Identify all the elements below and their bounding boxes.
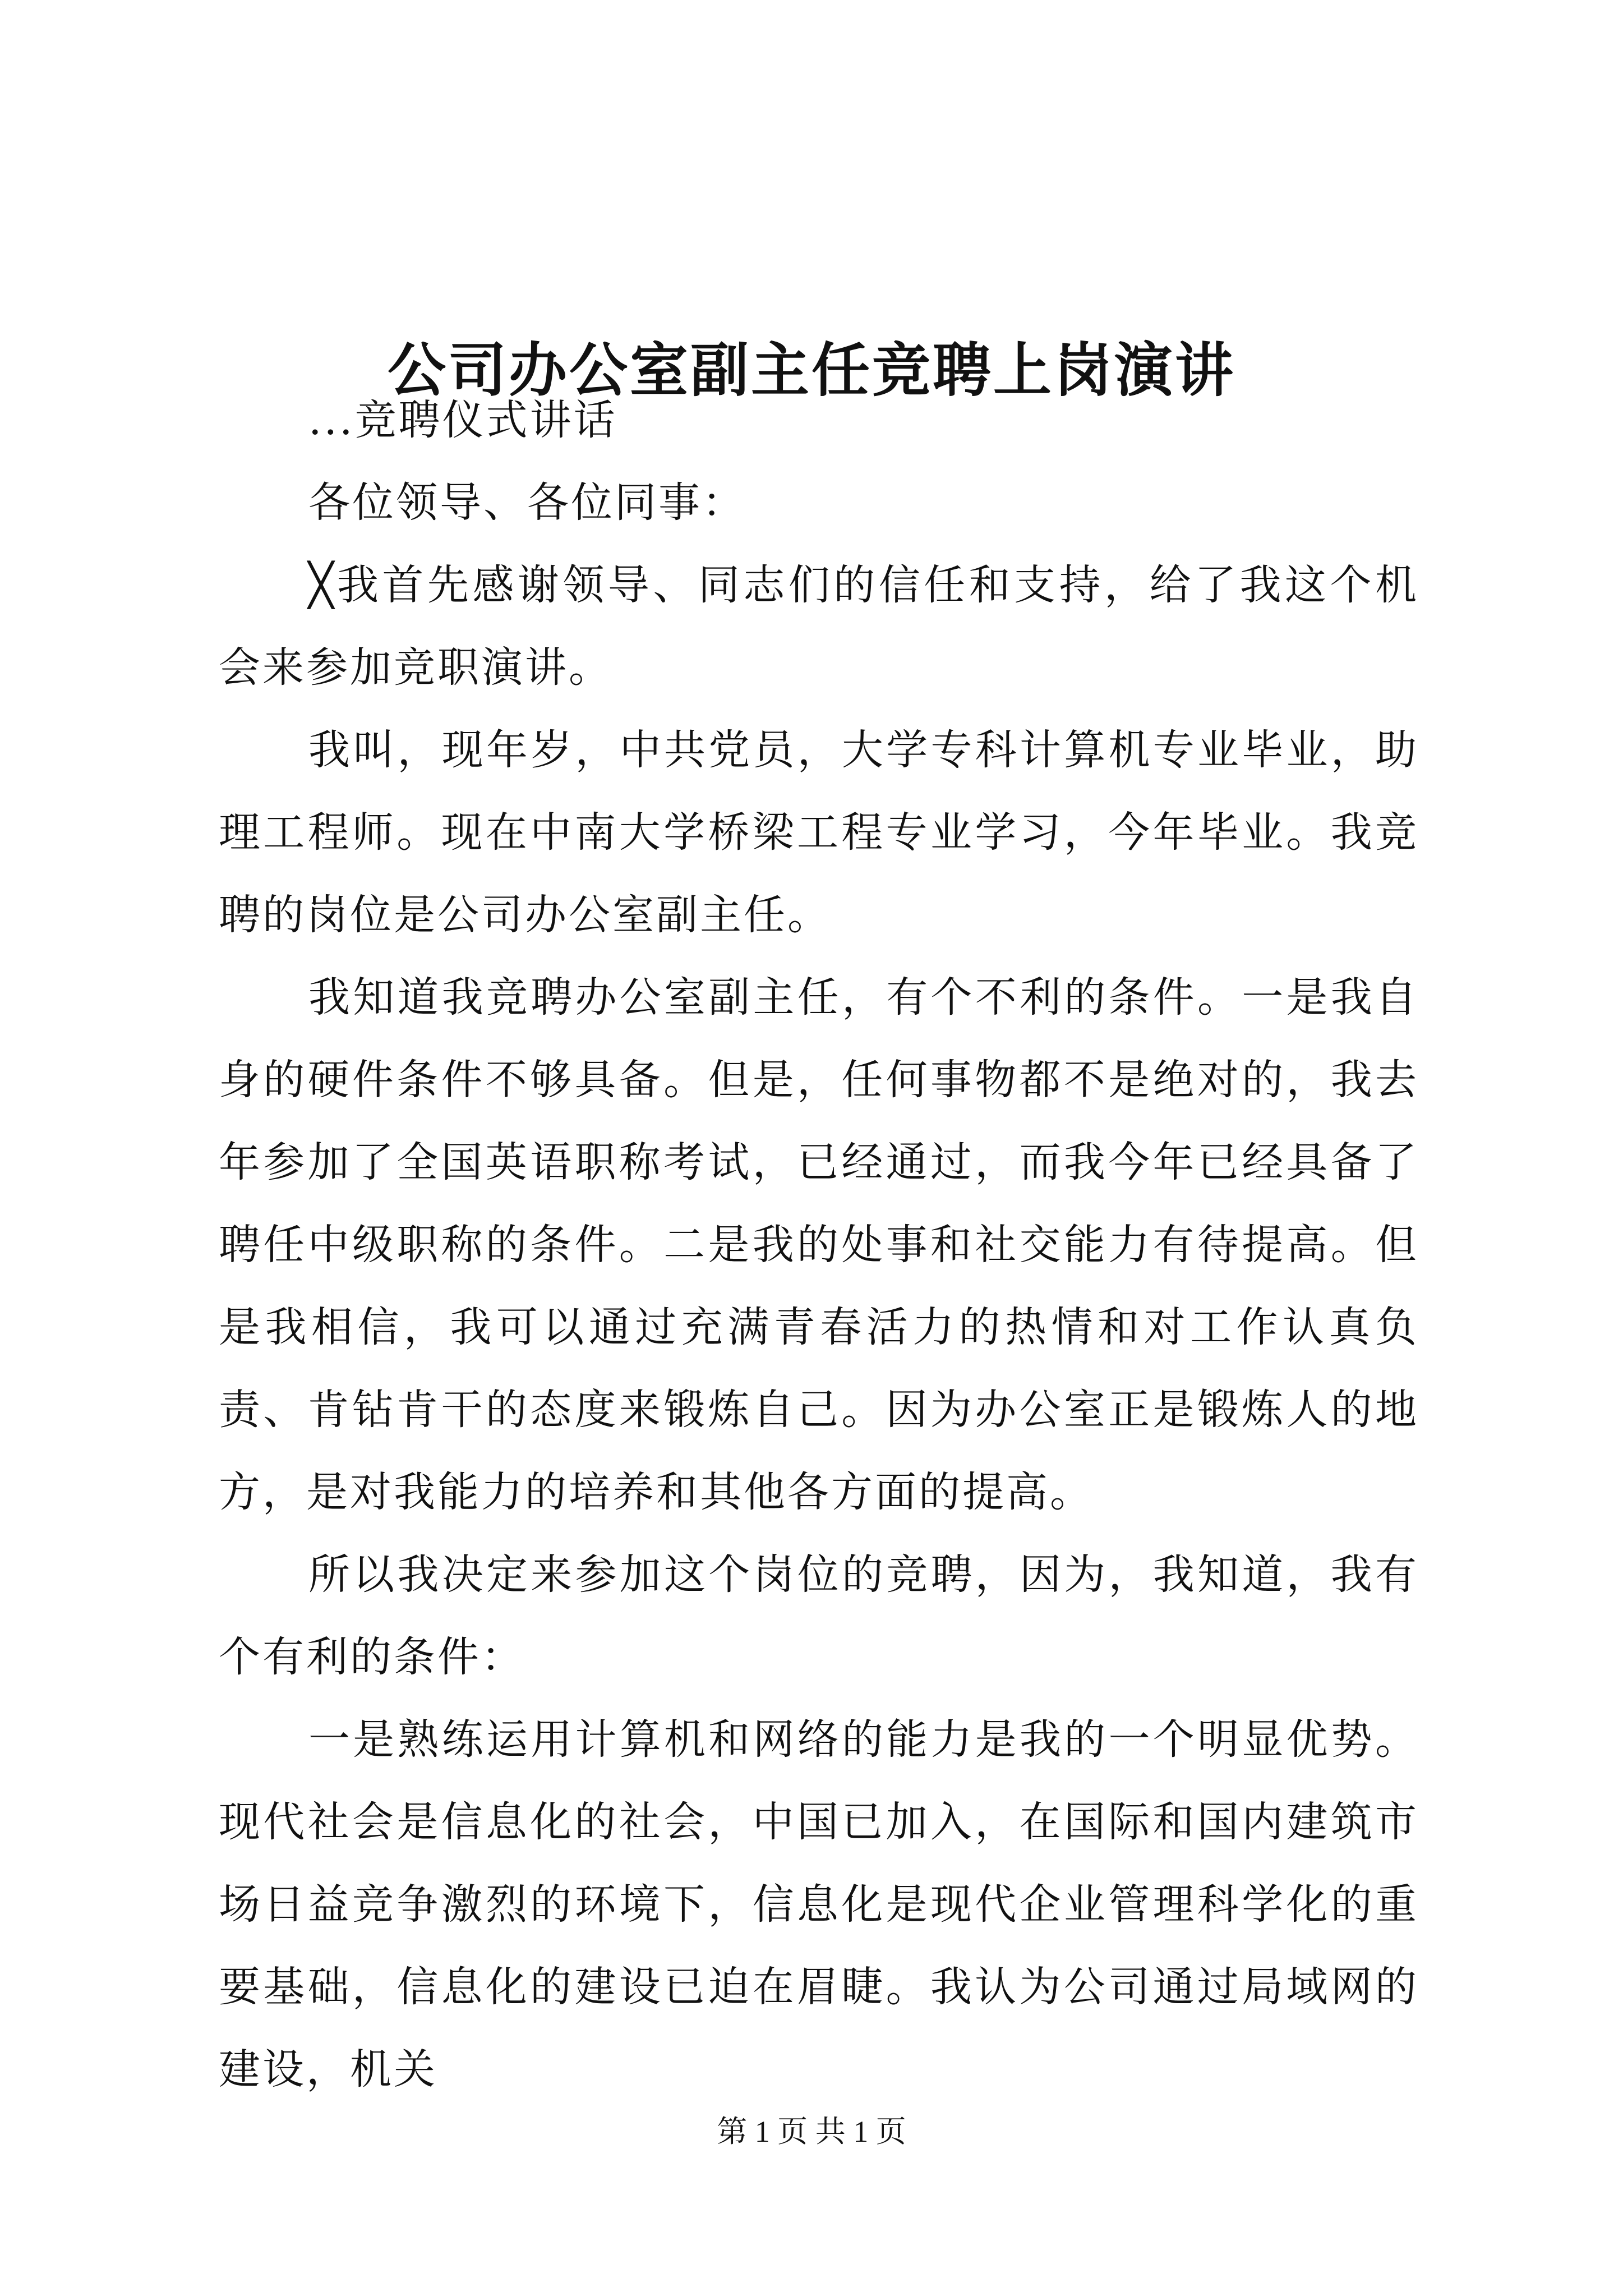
document-title: 公司办公室副主任竞聘上岗演讲 xyxy=(387,335,1235,404)
page-number-footer: 第 1 页 共 1 页 xyxy=(717,2115,906,2148)
paragraph-salutation: 各位领导、各位同事： xyxy=(308,478,746,527)
paragraph-speech-subtitle: ...竞聘仪式讲话 xyxy=(308,396,617,444)
paragraph-disadvantages: 我知道我竞聘办公室副主任，有个不利的条件。一是我自身的硬件条件不够具备。但是，任何事物都不是绝对的，我去年参加了全国英语职称考试，已经通过，而我今年已经具备了聘任中级职称的条件。二是我的处事和社交能力有待提高。但是我相信，我可以通过充满青春活力的热情和对工作认真负责、肯钻肯干的态度来锻炼自己。因为办公室正是锻炼人的地方，是对我能力的培养和其他各方面的提高。 xyxy=(219,973,1419,1516)
paragraph-thanks: ╳我首先感谢领导、同志们的信任和支持，给了我这个机会来参加竞职演讲。 xyxy=(219,561,1419,692)
paragraph-advantage-computer: 一是熟练运用计算机和网络的能力是我的一个明显优势。现代社会是信息化的社会，中国已加入，在国际和国内建筑市场日益竞争激烈的环境下，信息化是现代企业管理科学化的重要基础，信息化的建设已迫在眉睫。我认为公司通过局域网的建设，机关 xyxy=(219,1715,1419,2093)
document-body xyxy=(219,379,1419,2111)
paragraph-self-introduction: 我叫，现年岁，中共党员，大学专科计算机专业毕业，助理工程师。现在中南大学桥梁工程专业学习，今年毕业。我竞聘的岗位是公司办公室副主任。 xyxy=(219,726,1419,939)
paragraph-decision: 所以我决定来参加这个岗位的竞聘，因为，我知道，我有个有利的条件： xyxy=(219,1550,1419,1681)
